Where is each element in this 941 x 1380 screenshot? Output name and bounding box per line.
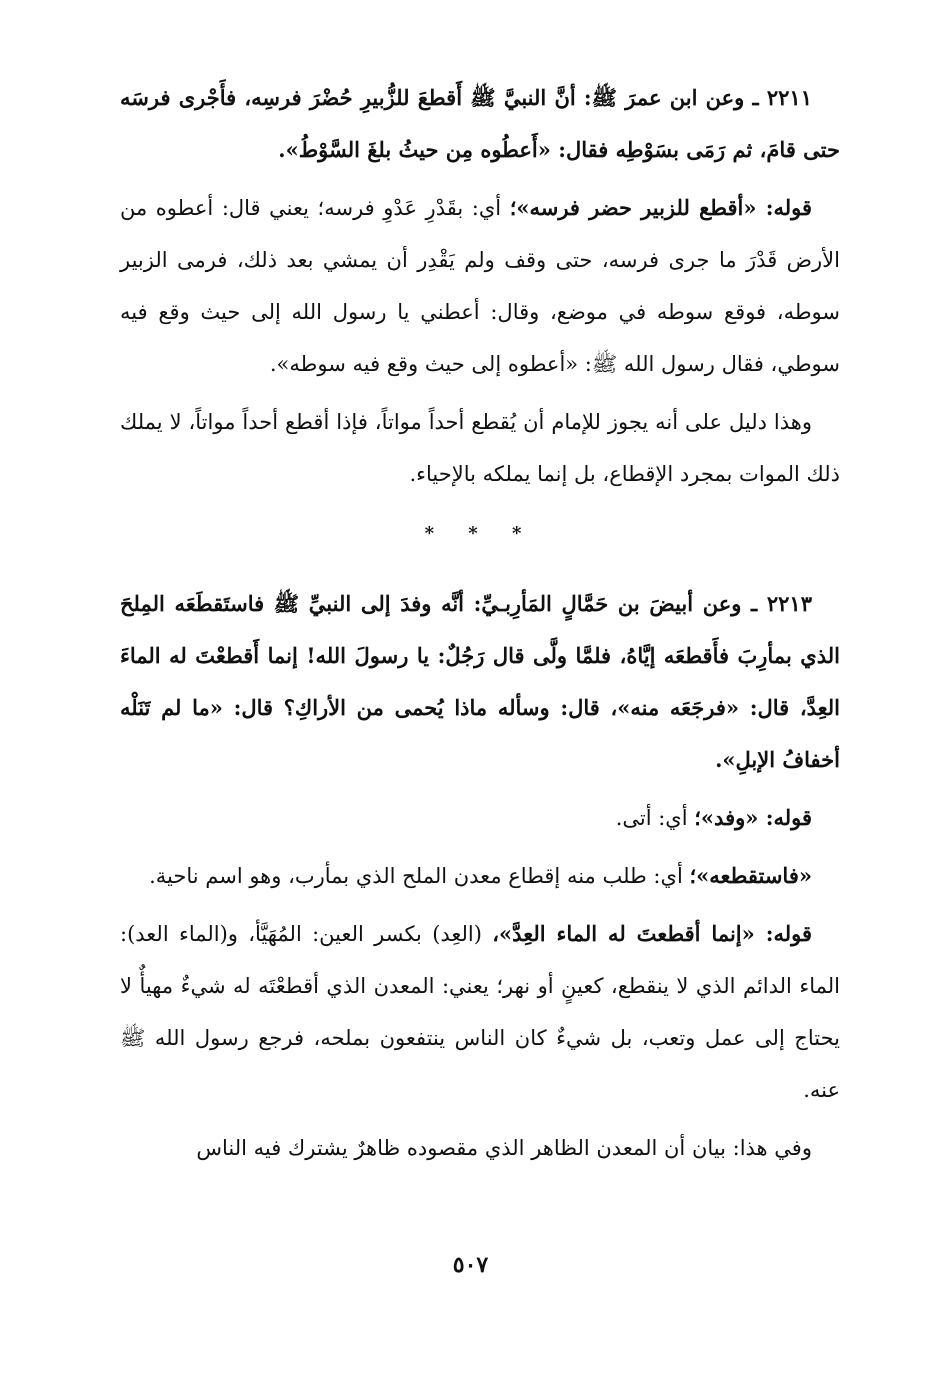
hadith-2211 [120, 72, 840, 176]
commentary-label: قوله: «إنما أقطعتَ له الماء العِدَّ»، [492, 921, 812, 946]
commentary-text: أي: بقَدْرِ عَدْوِ فرسه؛ يعني قال: أعطوه من الأرض قَدْرَ ما جرى فرسه، حتى وقف ولم يَقْدِر أن يمشي بعد ذلك، فرمى الزبير سوطه، فوقع سوطه في موضع، وقال: أعطني يا رسول الله إلى حيث وقع فيه سوطي، فقال رسول الله ﷺ: «أعطوه إلى حيث وقع فيه سوطه». [120, 196, 840, 376]
commentary-text: أي: طلب منه إقطاع معدن الملح الذي بمأرب، وهو اسم ناحية. [149, 864, 690, 888]
commentary-label: قوله: «وفد»؛ [694, 805, 812, 830]
commentary-text: (العِد) بكسر العين: المُهَيَّأ، و(الماء العد): الماء الدائم الذي لا ينقطع، كعينٍ أو نهر؛ يعني: المعدن الذي أقطعْتَه له شيءٌ مهيأٌ لا يحتاج إلى عمل وتعب، بل شيءٌ كان الناس ينتفعون بملحه، فرجع رسول الله ﷺ عنه. [120, 922, 840, 1102]
commentary-label: «فاستقطعه»؛ [689, 863, 812, 888]
commentary-paragraph [120, 792, 840, 844]
commentary-text: أي: أتى. [615, 806, 695, 830]
commentary-label: قوله: «أقطع للزبير حضر فرسه»؛ [509, 195, 812, 220]
hadith-number: ٢٢١٣ [766, 591, 812, 616]
page-number: ٥٠٧ [452, 1252, 489, 1278]
page-body [120, 72, 840, 1174]
commentary-paragraph: وفي هذا: بيان أن المعدن الظاهر الذي مقصوده ظاهرٌ يشترك فيه الناس [196, 1136, 812, 1160]
hadith-text: ـ وعن أبيضَ بن حَمَّالٍ المَأرِبـيِّ: أنَّه وفدَ إلى النبيِّ ﷺ فاستَقطَعَه المِلحَ الذي بمأرِبَ فأَقطعَه إيَّاهُ، فلمَّا ولَّى قال رَجُلٌ: يا رسولَ الله! إنما أَقطعْتَ له الماءَ العِدَّ، قال: «فرجَعَه منه»، قال: وسأله ماذا يُحمى من الأراكِ؟ قال: «ما لم تَنَلْه أخفافُ الإبلِ». [120, 591, 840, 772]
commentary-paragraph [120, 908, 840, 1116]
section-separator: * * * [424, 523, 536, 544]
commentary-paragraph: وهذا دليل على أنه يجوز للإمام أن يُقطع أحداً مواتاً، فإذا أقطع أحداً مواتاً، لا يملك ذلك الموات بمجرد الإقطاع، بل إنما يملكه بالإحياء. [120, 410, 840, 486]
hadith-2213 [120, 578, 840, 786]
hadith-text: ـ وعن ابن عمرَ ﷺ: أنَّ النبيَّ ﷺ أَقطعَ للزُّبيرِ حُضْرَ فرسِه، فأَجْرى فرسَه حتى قامَ، ثم رَمَى بسَوْطِه فقال: «أَعطُوه مِن حيثُ بلغَ السَّوْطُ». [120, 85, 840, 162]
commentary-paragraph [120, 850, 840, 902]
commentary-paragraph [120, 182, 840, 390]
hadith-number: ٢٢١١ [766, 85, 812, 110]
